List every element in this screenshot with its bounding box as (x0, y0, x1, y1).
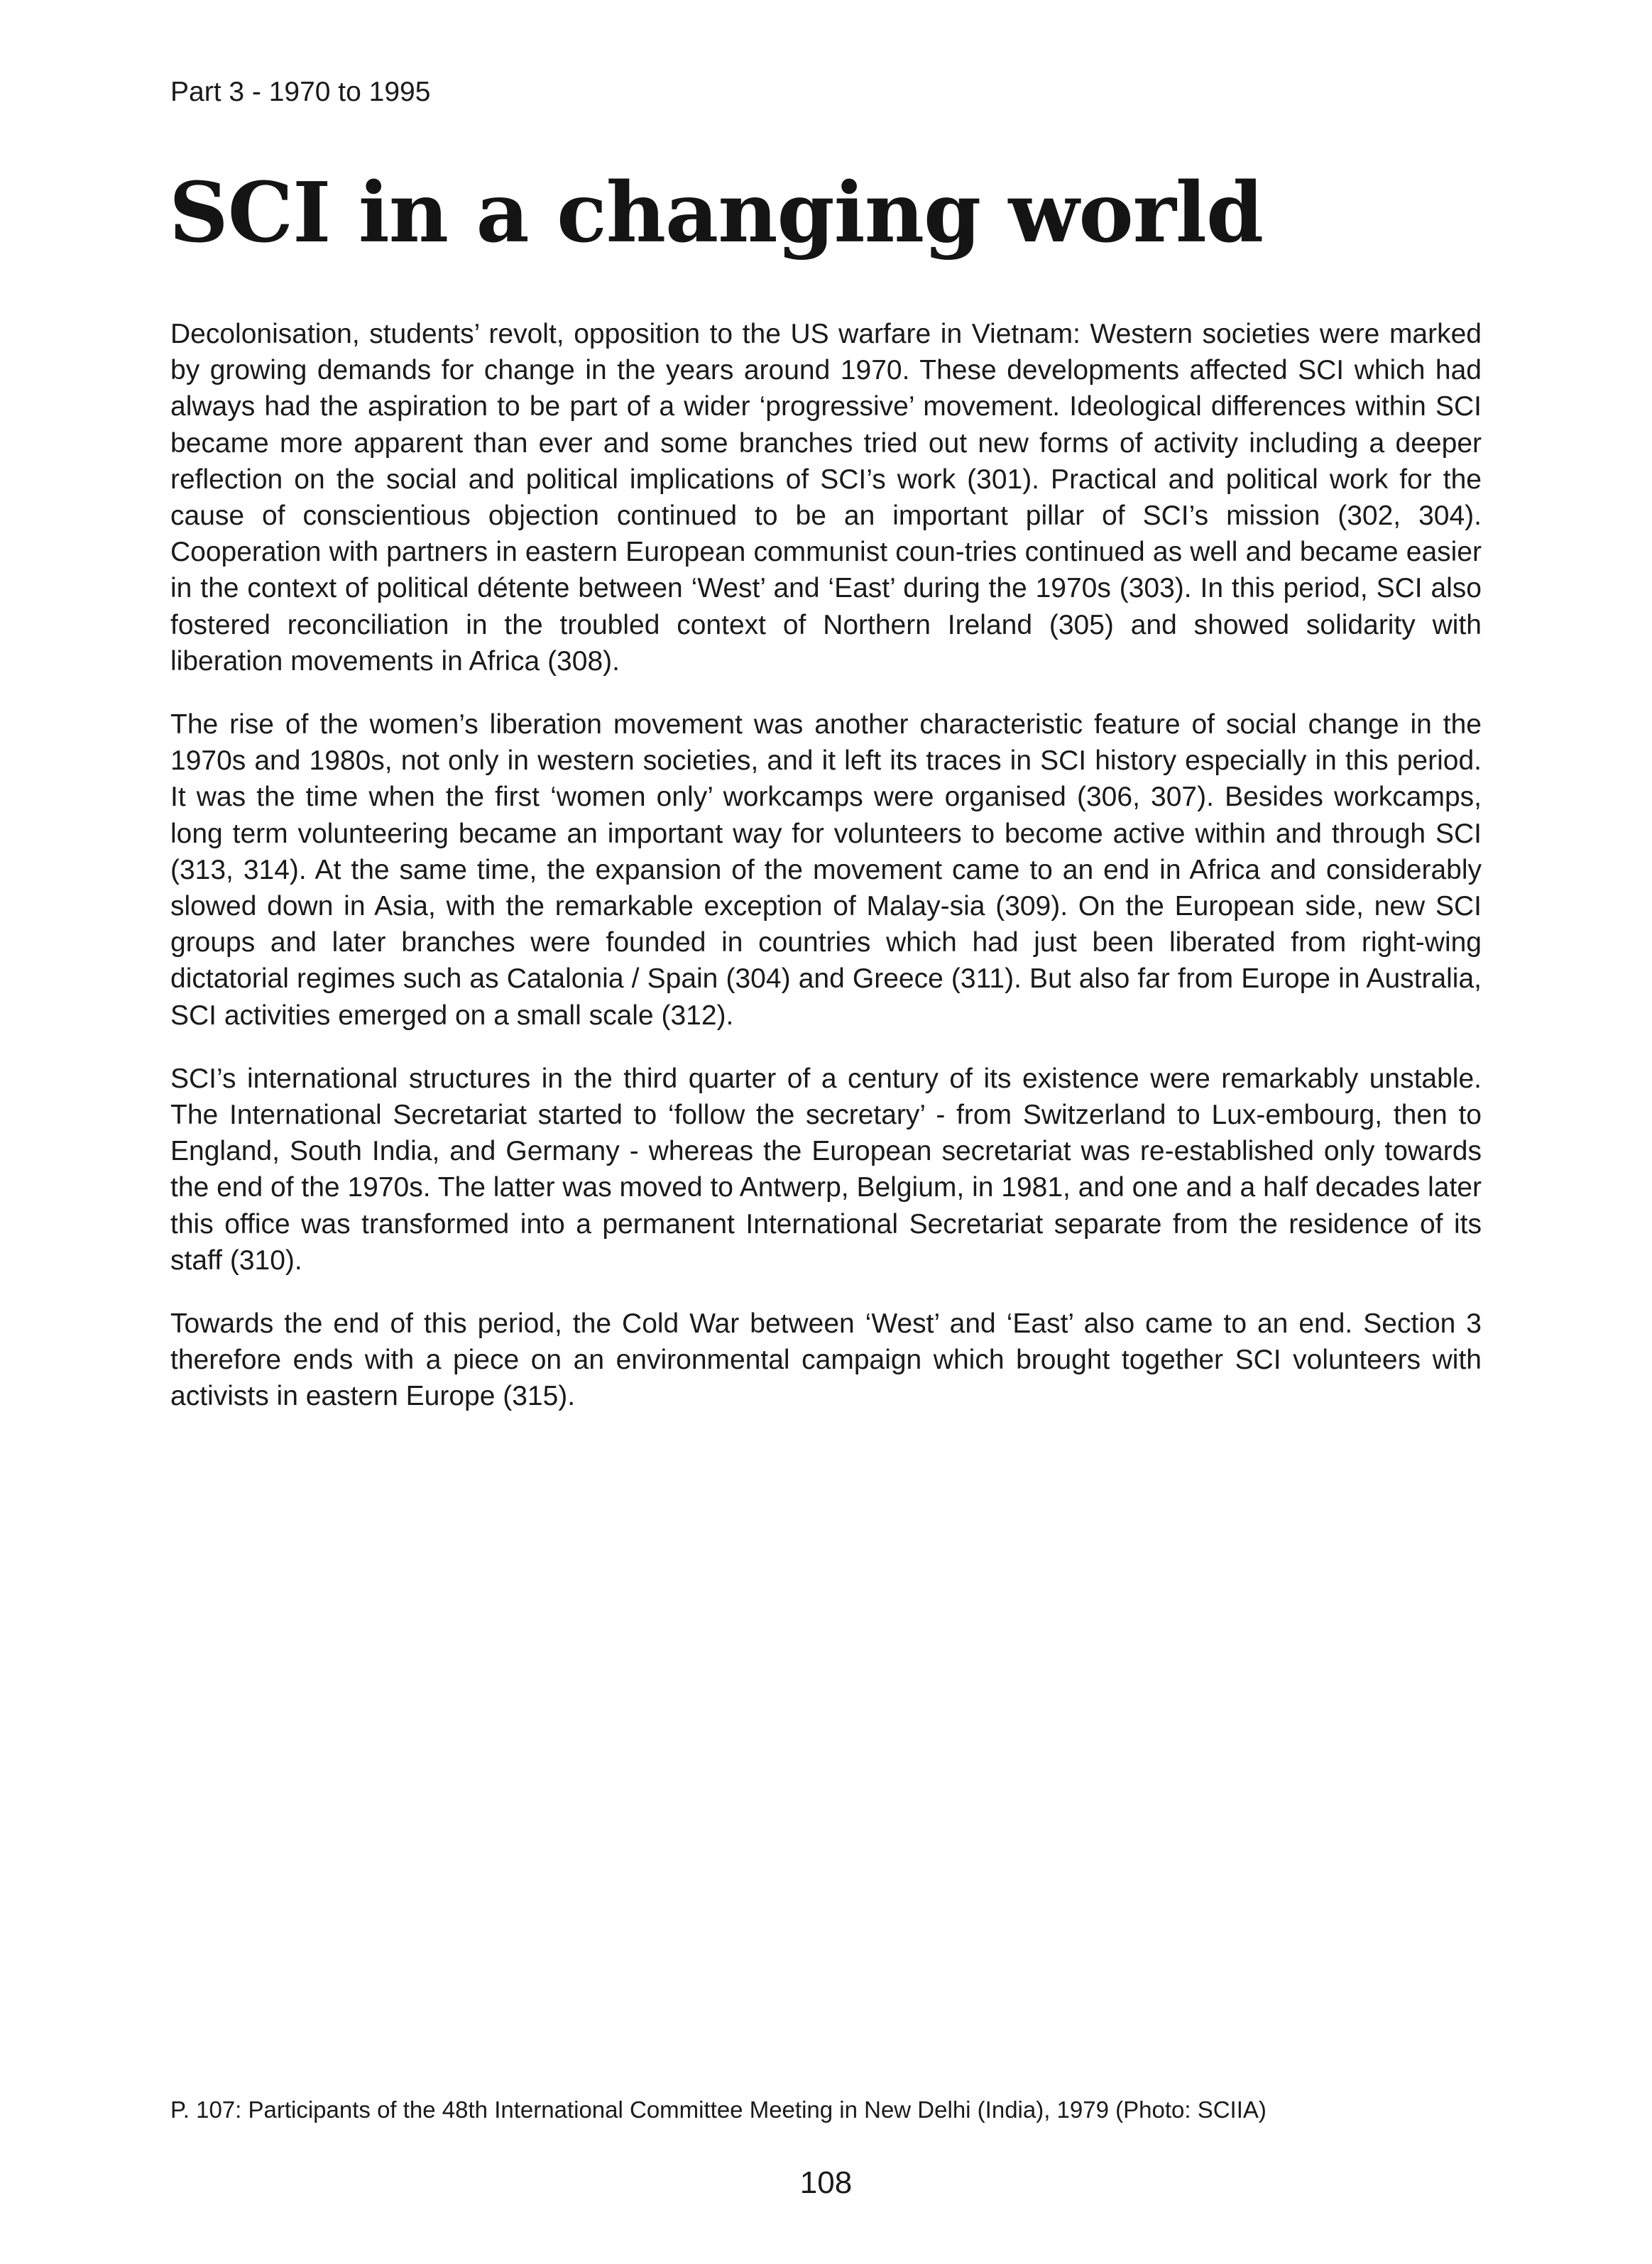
paragraph-1: Decolonisation, students’ revolt, opposition to the US warfare in Vietnam: Western societies were marked by growing demands for change in the years around 1970. These developments affected SCI which had always had the aspiration to be part of a wider ‘progressive’ movement. Ideological differences within SCI became more apparent than ever and some branches tried out new forms of activity including a deeper reflection on the social and political implications of SCI’s work (301). Practical and political work for the cause of conscientious objection continued to be an important pillar of SCI’s mission (302, 304). Cooperation with partners in eastern European communist coun-tries continued as well and became easier in the context of political détente between ‘West’ and ‘East’ during the 1970s (303). In this period, SCI also fostered reconciliation in the troubled context of Northern Ireland (305) and showed solidarity with liberation movements in Africa (308). (170, 319, 1482, 677)
body-text (170, 316, 1482, 1442)
paragraph-3: SCI’s international structures in the third quarter of a century of its existence were remarkably unstable. The International Secretariat started to ‘follow the secretary’ - from Switzerland to Lux-embourg, then to England, South India, and Germany - whereas the European secretariat was re-established only towards the end of the 1970s. The latter was moved to Antwerp, Belgium, in 1981, and one and a half decades later this office was transformed into a permanent International Secretariat separate from the residence of its staff (310). (170, 1063, 1482, 1276)
paragraph-4: Towards the end of this period, the Cold War between ‘West’ and ‘East’ also came to an end. Section 3 therefore ends with a piece on an environmental campaign which brought together SCI volunteers with activists in eastern Europe (315). (170, 1308, 1482, 1412)
page-number: 108 (799, 2165, 853, 2200)
paragraph-2: The rise of the women’s liberation movement was another characteristic feature of social change in the 1970s and 1980s, not only in western societies, and it left its traces in SCI history especially in this period. It was the time when the first ‘women only’ workcamps were organised (306, 307). Besides workcamps, long term volunteering became an important way for volunteers to become active within and through SCI (313, 314). At the same time, the expansion of the movement came to an end in Africa and considerably slowed down in Asia, with the remarkable exception of Malay-sia (309). On the European side, new SCI groups and later branches were founded in countries which had just been liberated from right-wing dictatorial regimes such as Catalonia / Spain (304) and Greece (311). But also far from Europe in Australia, SCI activities emerged on a small scale (312). (170, 709, 1482, 1031)
running-head: Part 3 - 1970 to 1995 (170, 77, 431, 107)
photo-caption: P. 107: Participants of the 48th International Committee Meeting in New Delhi (India), 1979 (Photo: SCIIA) (170, 2096, 1267, 2123)
page-title: SCI in a changing world (169, 165, 1264, 261)
